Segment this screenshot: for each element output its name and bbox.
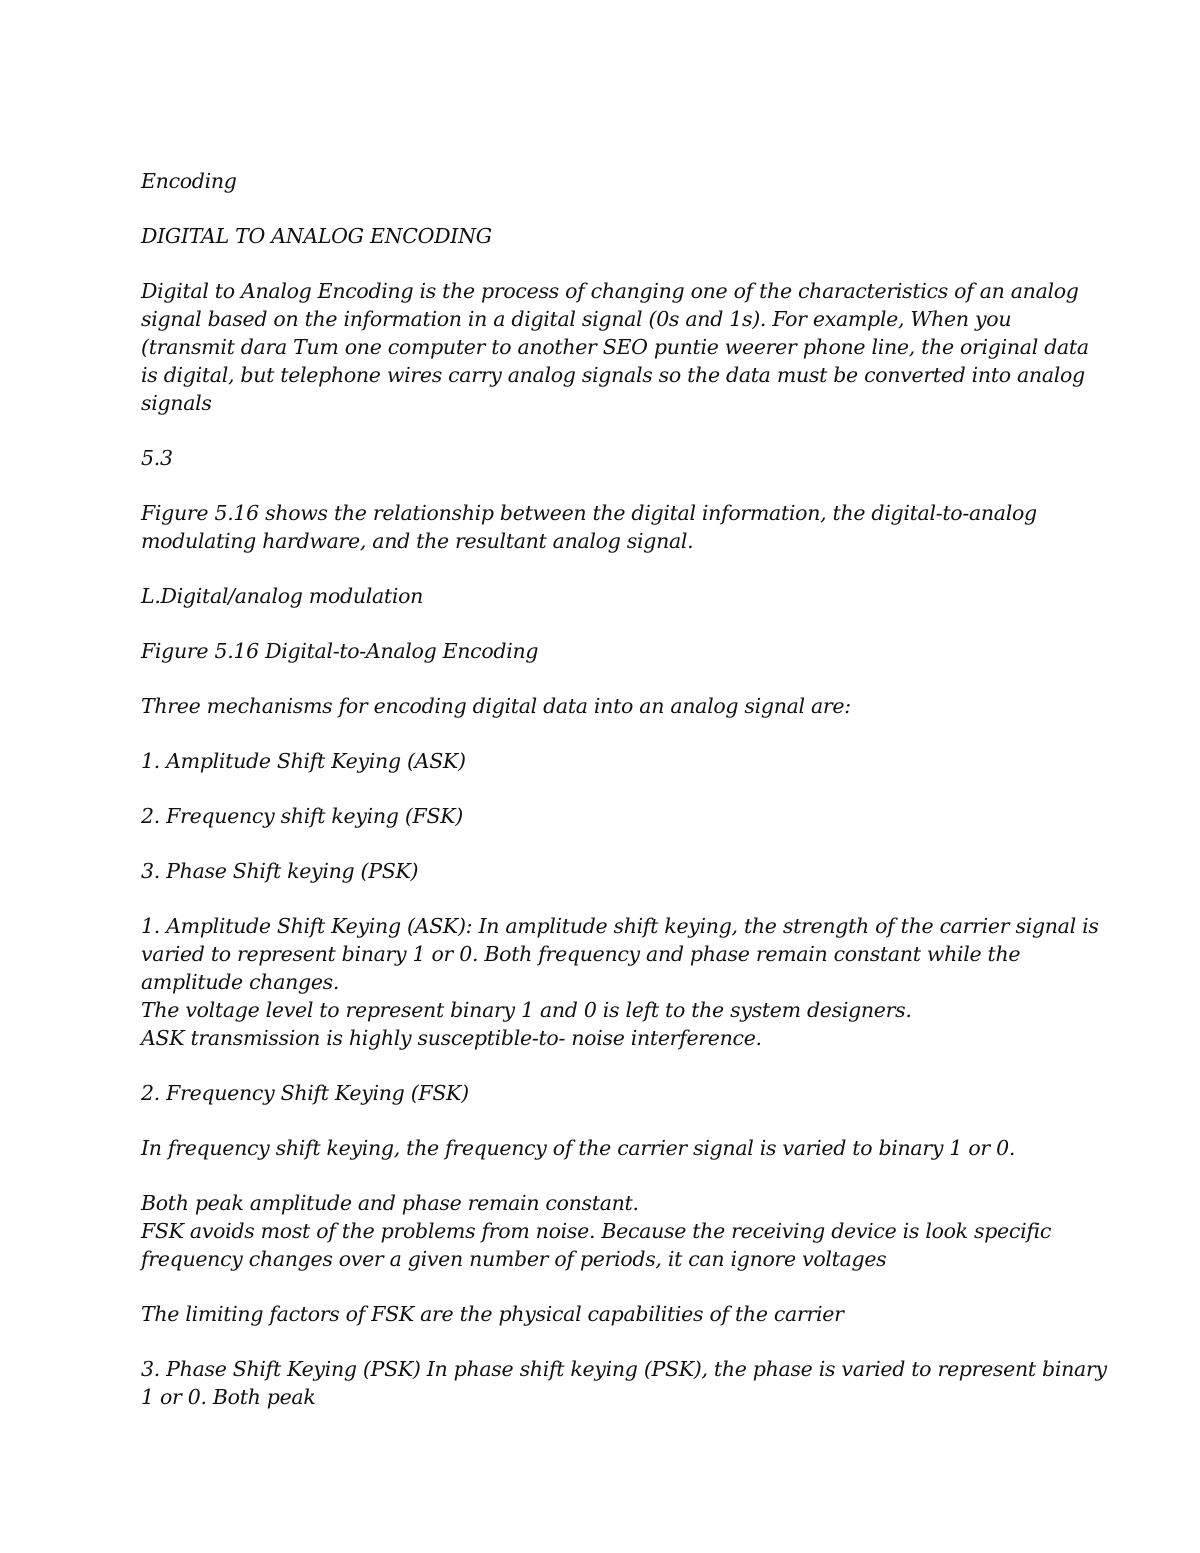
intro-line: (transmit dara Tum one computer to another SEO puntie weerer phone line, the original data xyxy=(141,335,1089,359)
psk-line: 3. Phase Shift Keying (PSK) In phase shift keying (PSK), the phase is varied to represent binary xyxy=(141,1357,1107,1381)
figure-description xyxy=(141,499,1061,555)
mechanism-item: 3. Phase Shift keying (PSK) xyxy=(141,859,419,883)
fsk-heading: 2. Frequency Shift Keying (FSK) xyxy=(141,1081,469,1105)
intro-line: Digital to Analog Encoding is the process of changing one of the characteristics of an analog xyxy=(141,279,1079,303)
ask-paragraph xyxy=(141,912,1099,1052)
mechanism-item: 1. Amplitude Shift Keying (ASK) xyxy=(141,749,466,773)
mechanisms-intro: Three mechanisms for encoding digital data into an analog signal are: xyxy=(141,694,851,718)
modulation-label: L.Digital/analog modulation xyxy=(141,584,424,608)
fsk-description: In frequency shift keying, the frequency of the carrier signal is varied to binary 1 or 0. xyxy=(141,1136,1016,1160)
fsk-limits: The limiting factors of FSK are the physical capabilities of the carrier xyxy=(141,1302,844,1326)
fsk-detail-line: Both peak amplitude and phase remain constant. xyxy=(141,1191,639,1215)
fsk-detail-line: frequency changes over a given number of periods, it can ignore voltages xyxy=(141,1247,887,1271)
figure-caption: Figure 5.16 Digital-to-Analog Encoding xyxy=(141,639,539,663)
fsk-detail-paragraph xyxy=(141,1189,1061,1273)
intro-line: is digital, but telephone wires carry analog signals so the data must be converted into analog xyxy=(141,363,1085,387)
section-number: 5.3 xyxy=(141,446,173,470)
intro-line: signals xyxy=(141,391,212,415)
ask-line: The voltage level to represent binary 1 and 0 is left to the system designers. xyxy=(141,998,912,1022)
ask-line: ASK transmission is highly susceptible-to- noise interference. xyxy=(141,1026,762,1050)
psk-paragraph xyxy=(141,1355,1107,1411)
ask-line: varied to represent binary 1 or 0. Both frequency and phase remain constant while the xyxy=(141,942,1021,966)
mechanism-item: 2. Frequency shift keying (FSK) xyxy=(141,804,463,828)
ask-line: amplitude changes. xyxy=(141,970,340,994)
psk-line: 1 or 0. Both peak xyxy=(141,1385,316,1409)
figure-description-line: Figure 5.16 shows the relationship between the digital information, the digital-to-analog xyxy=(141,501,1037,525)
fsk-detail-line: FSK avoids most of the problems from noise. Because the receiving device is look specific xyxy=(141,1219,1052,1243)
ask-line: 1. Amplitude Shift Keying (ASK): In amplitude shift keying, the strength of the carrier signal is xyxy=(141,914,1099,938)
document-body xyxy=(141,167,1107,1438)
figure-description-line: modulating hardware, and the resultant analog signal. xyxy=(141,529,694,553)
intro-paragraph xyxy=(141,277,1089,417)
section-heading: DIGITAL TO ANALOG ENCODING xyxy=(141,224,492,248)
intro-line: signal based on the information in a digital signal (0s and 1s). For example, When you xyxy=(141,307,1012,331)
document-title: Encoding xyxy=(141,169,237,193)
